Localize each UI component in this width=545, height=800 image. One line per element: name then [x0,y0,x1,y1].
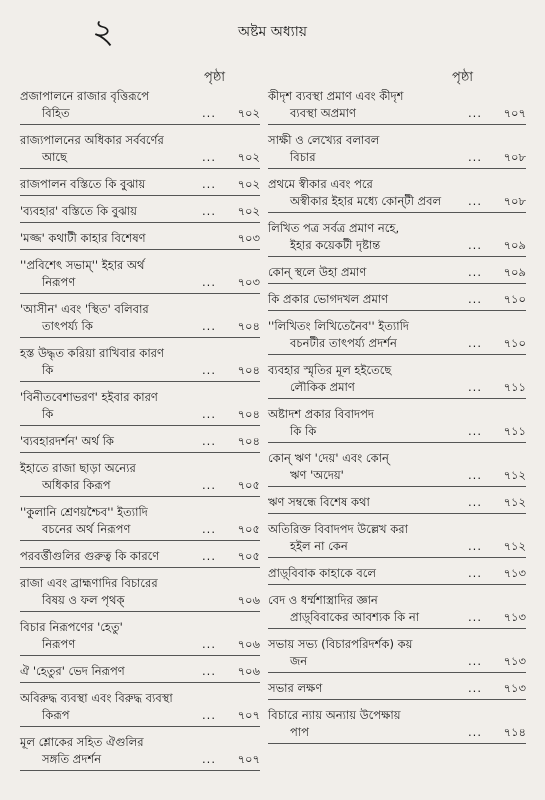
toc-entry-title: অবিরুদ্ধ ব্যবস্থা এবং বিরুদ্ধ ব্যবস্থা [20,691,173,705]
toc-entry [268,362,526,399]
toc-entry-title: বিচার নিরূপণের 'হেতু' [20,620,123,634]
toc-entry-leader-dots: ... [202,177,216,191]
toc-entry [268,176,526,213]
toc-entry-page-number: ৭০৯ [503,238,526,252]
toc-entry-continuation: বিহিত [42,106,70,120]
toc-entry-leader-dots: ... [202,637,216,651]
toc-entry-page-number: ৭০৩ [237,275,260,289]
toc-entry-leader-dots: ... [468,495,482,509]
toc-entry-leader-dots: ... [202,549,216,563]
toc-entry-title: মূল শ্লোকের সহিত ঐগুলির [20,735,144,749]
toc-entry-leader-dots: ... [202,363,216,377]
toc-entry-continuation: অধিকার কিরূপ [42,478,111,492]
toc-column-left [20,88,260,778]
toc-entry-title: লিখিত পত্র সর্বত্র প্রমাণ নহে, [268,221,400,235]
toc-column-right [268,88,526,751]
toc-entry-title: কোন্ ঋণ 'দেয়' এবং কোন্ [268,451,389,465]
toc-entry-continuation: জন [290,654,308,668]
toc-entry-page-number: ৭১৪ [503,725,526,739]
toc-entry-title: ''প্রবিশেৎ সভাম্'' ইহার অর্থ [20,258,145,272]
toc-entry-leader-dots: ... [202,708,216,722]
toc-entry-title: প্রথমে স্বীকার এবং পরে [268,177,373,191]
toc-entry-continuation: কি [42,363,54,377]
toc-entry-leader-dots: ... [202,478,216,492]
toc-entry [20,663,260,683]
toc-entry-leader-dots: ... [202,275,216,289]
toc-entry [268,132,526,169]
toc-entry-page-number: ৭১০ [503,292,526,306]
toc-entry-title: 'ব্যবহারদর্শন' অর্থ কি [20,434,114,448]
toc-entry [20,132,260,169]
toc-entry [268,636,526,673]
toc-entry-leader-dots: ... [202,319,216,333]
toc-entry-page-number: ৭১২ [503,495,526,509]
toc-entry-title: প্রজাপালনে রাজার বৃত্তিরূপে [20,89,150,103]
toc-entry-page-number: ৭১০ [503,336,526,350]
toc-entry-title: 'আসীন' এবং 'স্থিত' বলিবার [20,302,149,316]
toc-entry-leader-dots: ... [468,654,482,668]
toc-entry-page-number: ৭০৭ [237,708,260,722]
toc-entry-continuation: তাৎপর্য্য কি [42,319,93,333]
toc-entry-title: 'ব্যবহার' বস্তিতে কি বুঝায় [20,204,137,218]
page-column-label-right: পৃষ্ঠা [452,70,474,85]
toc-entry-leader-dots: ... [202,434,216,448]
toc-entry [20,203,260,223]
toc-entry-continuation: নিরূপণ [42,275,76,289]
toc-entry-page-number: ৭০৫ [237,549,260,563]
toc-entry-leader-dots: ... [202,407,216,421]
toc-entry-page-number: ৭০৬ [237,664,260,678]
toc-entry-page-number: ৭০৪ [237,407,260,421]
toc-entry [20,619,260,656]
toc-entry [20,301,260,338]
toc-entry-page-number: ৭০২ [237,177,260,191]
toc-entry-page-number: ৭০৯ [503,265,526,279]
toc-entry-page-number: ৭১২ [503,539,526,553]
toc-entry [268,521,526,558]
toc-entry-page-number: ৭০৮ [503,194,526,208]
toc-entry-page-number: ৭০২ [237,150,260,164]
toc-entry-title: বিচারে ন্যায় অন্যায় উপেক্ষায় [268,708,401,722]
toc-entry-continuation: আছে [42,150,68,164]
toc-entry-title: 'বিনীতবেশাভরণ' হইবার কারণ [20,390,158,404]
toc-entry-title: কীদৃশ ব্যবস্থা প্রমাণ এবং কীদৃশ [268,89,404,103]
toc-entry-title: পরবর্ত্তীগুলির গুরুত্ব কি কারণে [20,549,160,563]
toc-entry-continuation: পাপ [290,725,309,739]
toc-entry-leader-dots: ... [468,566,482,580]
toc-entry-title: হস্ত উদ্ধৃত করিয়া রাখিবার কারণ [20,346,164,360]
toc-entry-leader-dots: ... [468,265,482,279]
toc-entry [20,389,260,426]
toc-entry-page-number: ৭০৪ [237,434,260,448]
toc-entry-leader-dots: ... [468,468,482,482]
toc-entry [20,575,260,612]
toc-entry-leader-dots: ... [468,725,482,739]
toc-entry [20,460,260,497]
toc-entry [20,345,260,382]
toc-entry [20,548,260,568]
toc-entry-page-number: ৭১১ [503,424,526,438]
toc-entry-continuation: বিচার [290,150,316,164]
toc-entry-page-number: ৭০২ [237,106,260,120]
toc-entry [20,88,260,125]
page-number: ২ [92,12,115,52]
toc-entry-page-number: ৭০৬ [237,637,260,651]
toc-entry-leader-dots: ... [468,150,482,164]
toc-entry [268,707,526,744]
toc-entry-continuation: ব্যবস্থা অপ্রমাণ [290,106,356,120]
toc-entry [268,88,526,125]
toc-entry-title: সাক্ষী ও লেখ্যের বলাবল [268,133,380,147]
toc-entry-page-number: ৭১৩ [503,566,526,580]
toc-entry [268,406,526,443]
toc-entry-page-number: ৭০৫ [237,478,260,492]
toc-entry-title: রাজপালন বস্তিতে কি বুঝায় [20,177,146,191]
toc-entry-leader-dots: ... [202,150,216,164]
toc-entry-leader-dots: ... [468,238,482,252]
toc-entry-page-number: ৭০২ [237,204,260,218]
toc-entry-continuation: বচনটীর তাৎপর্য্য প্রদর্শন [290,336,397,350]
toc-entry-leader-dots: ... [468,194,482,208]
toc-entry-page-number: ৭০৪ [237,363,260,377]
toc-entry-page-number: ৭১৩ [503,610,526,624]
toc-entry [268,291,526,311]
toc-entry-leader-dots: ... [468,106,482,120]
toc-entry-page-number: ৭০৪ [237,319,260,333]
toc-entry-page-number: ৭১৩ [503,681,526,695]
toc-entry-leader-dots: ... [468,539,482,553]
toc-entry-continuation: কি [42,407,54,421]
toc-entry-title: কোন্ স্থলে উহা প্রমাণ [268,265,367,279]
toc-entry-leader-dots: ... [202,664,216,678]
toc-entry-leader-dots: ... [468,610,482,624]
toc-entry-leader-dots: ... [202,106,216,120]
toc-entry-title: সভায় সভ্য (বিচারপরিদর্শক) কয় [268,637,413,651]
toc-entry [268,680,526,700]
toc-entry-title: ঋণ সম্বন্ধে বিশেষ কথা [268,495,370,509]
toc-entry-leader-dots: ... [468,681,482,695]
toc-entry-title: প্রাড়্‌বিবাক কাহাকে বলে [268,566,376,580]
toc-entry-page-number: ৭১১ [503,380,526,394]
toc-entry-leader-dots: ... [202,204,216,218]
toc-entry-continuation: ঋণ 'অদেয়' [290,468,344,482]
toc-entry-continuation: লৌকিক প্রমাণ [290,380,355,394]
toc-entry-leader-dots: ... [468,292,482,306]
page-column-label-left: পৃষ্ঠা [204,70,226,85]
toc-entry [268,220,526,257]
toc-entry [20,230,260,250]
toc-entry-continuation: হইল না কেন [290,539,348,553]
toc-entry-title: অষ্টাদশ প্রকার বিবাদপদ [268,407,374,421]
toc-entry-continuation: বিষয় ও ফল পৃথক্ [42,593,125,607]
toc-entry-leader-dots: ... [468,380,482,394]
toc-entry-continuation: প্রাড়্‌বিবাকের আবশ্যক কি না [290,610,420,624]
toc-entry-page-number: ৭০৬ [237,593,260,607]
toc-entry-page-number: ৭০৮ [503,150,526,164]
toc-entry [20,504,260,541]
toc-entry [20,176,260,196]
toc-entry-title: বেদ ও ধর্ম্মশাস্ত্রাদির জ্ঞান [268,593,378,607]
toc-entry [20,734,260,771]
toc-entry-continuation: অস্বীকার ইহার মধ্যে কোন্‌টী প্রবল [290,194,442,208]
toc-entry-title: অতিরিক্ত বিবাদপদ উল্লেখ করা [268,522,408,536]
toc-entry [268,592,526,629]
toc-entry-page-number: ৭০৭ [237,752,260,766]
toc-entry-title: ''লিখিতং লিখিতেনৈব'' ইত্যাদি [268,319,409,333]
toc-entry-title: সভার লক্ষণ [268,681,323,695]
toc-entry-title: কি প্রকার ভোগদখল প্রমাণ [268,292,389,306]
toc-entry-continuation: বচনের অর্থ নিরূপণ [42,522,131,536]
toc-entry [268,494,526,514]
toc-entry-continuation: নিরূপণ [42,637,76,651]
toc-entry-page-number: ৭০৫ [237,522,260,536]
toc-entry-continuation: কি কি [290,424,317,438]
toc-entry-continuation: কিরূপ [42,708,70,722]
toc-entry [268,450,526,487]
toc-entry-title: ব্যবহার স্মৃতির মূল হইতেছে [268,363,392,377]
toc-entry-leader-dots: ... [202,522,216,536]
toc-entry-page-number: ৭১২ [503,468,526,482]
toc-entry [20,257,260,294]
toc-entry-continuation: সঙ্গতি প্রদর্শন [42,752,102,766]
toc-entry [268,264,526,284]
toc-entry-leader-dots: ... [468,336,482,350]
toc-entry-page-number: ৭০৭ [503,106,526,120]
toc-entry-leader-dots: ... [468,424,482,438]
chapter-title: অষ্টম অধ্যায় [237,24,308,40]
toc-entry-title: ইহাতে রাজা ছাড়া অন্যের [20,461,136,475]
toc-entry-title: রাজ্যপালনের অধিকার সর্ববর্ণের [20,133,164,147]
toc-entry-leader-dots: ... [202,752,216,766]
toc-entry-page-number: ৭০৩ [237,231,260,245]
toc-entry [268,565,526,585]
toc-entry-title: ঐ 'হেতুর' ভেদ নিরূপণ [20,664,125,678]
toc-entry-title: 'মজ্জ' কথাটী কাহার বিশেষণ [20,231,146,245]
toc-entry-continuation: ইহার কয়েকটী দৃষ্টান্ত [290,238,381,252]
toc-entry [268,318,526,355]
toc-entry [20,690,260,727]
toc-entry-title: রাজা এবং ব্রাহ্মণাদির বিচারের [20,576,158,590]
toc-entry-page-number: ৭১৩ [503,654,526,668]
toc-entry-title: ''কুলানি শ্রেণয়শ্চৈব'' ইত্যাদি [20,505,148,519]
toc-entry [20,433,260,453]
